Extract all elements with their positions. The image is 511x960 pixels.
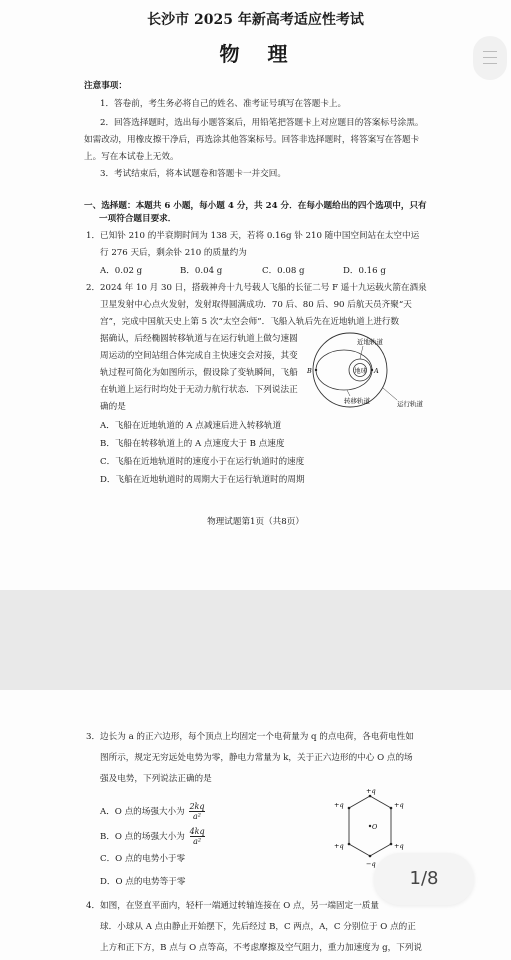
q3-option-d: D．O 点的电势等于零: [100, 877, 186, 887]
center-label: O: [372, 823, 378, 831]
q4-stem-3: 上方和正下方，B 点与 O 点等高，不考虑摩擦及空气阻力，重力加速度为 g，下列说: [100, 943, 422, 953]
q3-option-a-numerator: 2kq: [189, 802, 205, 811]
exam-page-2: [0, 690, 511, 960]
point-a-label: A: [374, 367, 379, 375]
q2-stem-2: 卫星发射中心点火发射，发射取得圆满成功．70 后、80 后、90 后航天员齐聚“天: [100, 300, 412, 310]
q3-option-b-numerator: 4kq: [189, 827, 205, 836]
point-a-dot: [371, 369, 373, 371]
q3-option-b: [100, 827, 205, 846]
q2-option-d: D．飞船在近地轨道时的周期大于在运行轨道时的周期: [100, 475, 305, 485]
transfer-orbit-label: 转移轨道: [344, 397, 370, 405]
scroll-handle-line: [483, 63, 497, 64]
exam-title: 长沙市 2025 年新高考适应性考试: [147, 12, 364, 28]
notice-heading: 注意事项：: [84, 81, 127, 91]
run-orbit-pointer: [383, 388, 397, 400]
notice-2-cont: 如需改动，用橡皮擦干净后，再选涂其他答案标号。回答非选择题时，将答案写在答题卡: [84, 135, 420, 145]
q2-stem-1: 2．2024 年 10 月 30 日，搭载神舟十九号载人飞船的长征二号 F 遥十九运载火箭在酒泉: [86, 283, 427, 293]
notice-1: 1．答卷前，考生务必将自己的姓名、准考证号填写在答题卡上。: [100, 99, 347, 109]
transfer-orbit-pointer: [347, 390, 350, 396]
subject-title: 物 理: [219, 42, 292, 66]
q1-option-b: B．0.04 g: [180, 266, 223, 276]
notice-2-end: 上。写在本试卷上无效。: [84, 152, 179, 162]
q3-option-a-text: A．O 点的场强大小为: [100, 807, 185, 817]
q3-stem-1: 3．边长为 a 的正六边形，每个顶点上均固定一个电荷量为 q 的点电荷，各电荷电性如: [86, 732, 414, 742]
scroll-handle-line: [483, 57, 497, 58]
charge-dot: [390, 807, 393, 810]
charge-dot: [369, 855, 372, 858]
q3-option-a: [100, 802, 205, 821]
q2-stem-7: 在轨道上运行时均处于无动力航行状态．下列说法正: [100, 385, 298, 395]
scroll-handle-line: [483, 51, 497, 52]
charge-label-upper-left: +q: [334, 801, 344, 809]
q2-option-b: B．飞船在转移轨道上的 A 点速度大于 B 点速度: [100, 439, 285, 449]
section-heading: 一、选择题：本题共 6 小题，每小题 4 分，共 24 分．在每小题给出的四个选项中，只有: [84, 201, 427, 211]
near-orbit-pointer: [360, 346, 363, 359]
point-b-label: B: [307, 367, 312, 375]
q1-option-a: A．0.02 g: [100, 266, 143, 276]
q4-stem-1: 4．如图，在竖直平面内，轻杆一端通过转轴连接在 O 点，另一端固定一质量: [86, 901, 379, 911]
q1-stem-cont: 行 276 天后，剩余钋 210 的质量约为: [100, 248, 247, 258]
q2-stem-3: 宫”，完成中国航天史上第 5 次“太空会师”．飞船入轨后先在近地轨道上进行数: [100, 317, 400, 327]
center-dot: [369, 825, 371, 827]
q2-stem-5: 周运动的空间站组合体完成自主快速交会对接，其变: [100, 351, 298, 361]
page-footer: 物理试题第1页（共8页）: [207, 517, 304, 527]
q2-stem-4: 据确认，后经椭圆转移轨道与在运行轨道上做匀速圆: [100, 334, 298, 344]
q3-stem-2: 图所示，规定无穷远处电势为零，静电力常量为 k，关于正六边形的中心 O 点的场: [100, 753, 413, 763]
q2-stem-6: 轨过程可简化为如图所示，假设除了变轨瞬间，飞船: [100, 368, 298, 378]
charge-label-top: +q: [366, 788, 376, 795]
charge-dot: [390, 843, 393, 846]
q3-option-b-text: B．O 点的场强大小为: [100, 832, 185, 842]
charge-dot: [348, 807, 351, 810]
page-indicator[interactable]: 1/8: [374, 853, 474, 905]
q2-option-a: A．飞船在近地轨道的 A 点减速后进入转移轨道: [100, 421, 282, 431]
near-orbit-label: 近地轨道: [357, 338, 383, 346]
notice-3: 3．考试结束后，将本试题卷和答题卡一并交回。: [100, 169, 286, 179]
charge-dot: [348, 843, 351, 846]
orbit-diagram: [305, 330, 430, 415]
charge-label-upper-right: +q: [394, 801, 404, 809]
q3-option-b-denominator: a²: [193, 837, 202, 846]
scroll-handle[interactable]: [473, 36, 507, 80]
charge-label-lower-left: +q: [334, 842, 344, 850]
q3-option-a-denominator: a²: [193, 812, 201, 821]
q4-stem-2: 球．小球从 A 点由静止开始摆下，先后经过 B，C 两点，A，C 分别位于 O 点的正: [100, 922, 416, 932]
q1-option-c: C．0.08 g: [262, 266, 305, 276]
charge-dot: [369, 795, 372, 798]
notice-2: 2．回答选择题时，选出每小题答案后，用铅笔把答题卡上对应题目的答案标号涂黑。: [100, 118, 424, 128]
q3-option-a-fraction: [189, 802, 204, 821]
point-b-dot: [315, 369, 317, 371]
section-heading-cont: 一项符合题目要求．: [99, 214, 177, 224]
q3-stem-3: 强及电势，下列说法正确的是: [100, 774, 212, 784]
charge-label-lower-right: +q: [394, 842, 404, 850]
charge-label-bottom: −q: [366, 860, 376, 868]
q1-stem: 1．已知钋 210 的半衰期时间为 138 天，若将 0.16g 钋 210 随中国空间站在太空中运: [86, 231, 420, 241]
q2-option-c: C．飞船在近地轨道时的速度小于在运行轨道时的速度: [100, 457, 305, 467]
earth-label: 地球: [354, 368, 367, 375]
q1-option-d: D．0.16 g: [343, 266, 386, 276]
q3-option-b-fraction: [190, 827, 205, 846]
q2-stem-8: 确的是: [100, 402, 126, 412]
run-orbit-label: 运行轨道: [397, 400, 423, 408]
q3-option-c: C．O 点的电势小于零: [100, 854, 186, 864]
